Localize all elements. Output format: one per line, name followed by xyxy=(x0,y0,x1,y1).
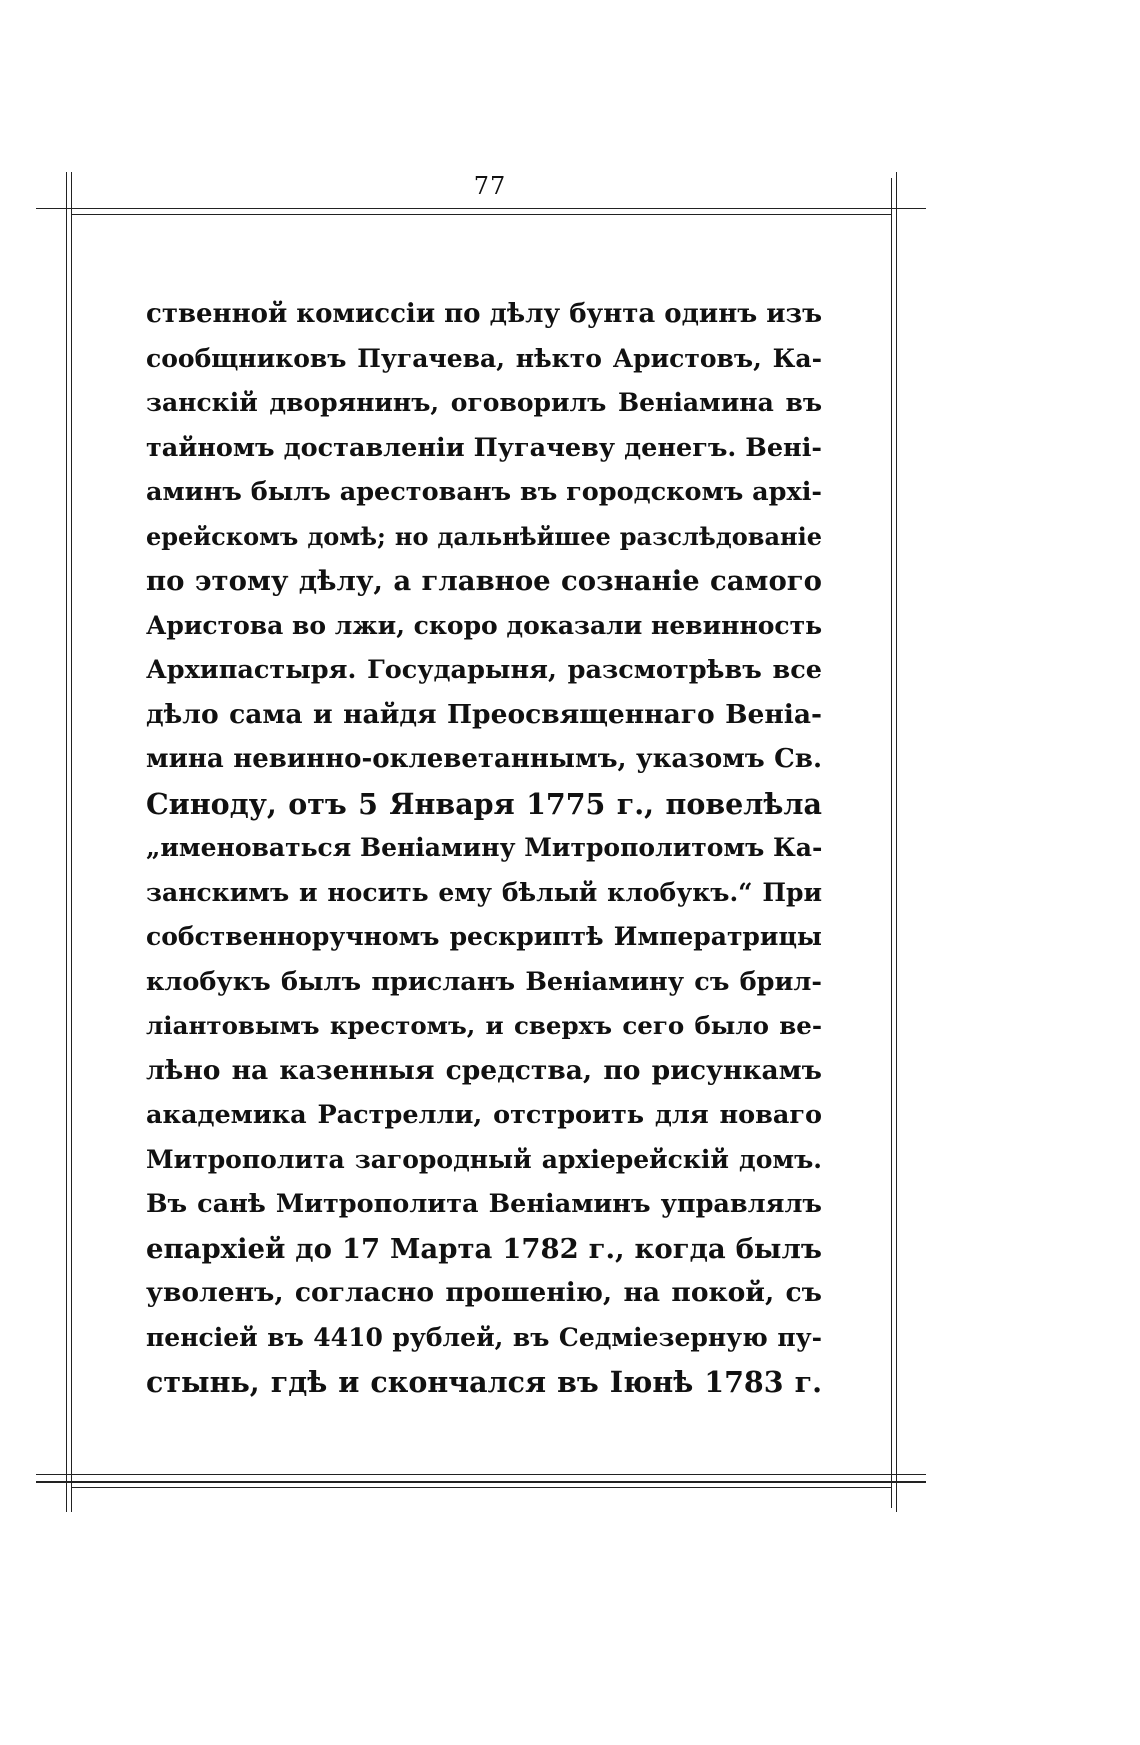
text-line: епархіей до 17 Марта 1782 г., когда былъ xyxy=(146,1232,822,1265)
text-line: стынь, гдѣ и скончался въ Іюнѣ 1783 г. xyxy=(146,1365,822,1399)
frame-left-inner-rule xyxy=(71,172,72,1512)
frame-bottom-rule xyxy=(36,1474,926,1475)
text-line: по этому дѣлу, а главное сознаніе самого xyxy=(146,565,822,597)
text-line: дѣло сама и найдя Преосвященнаго Веніа- xyxy=(146,698,822,730)
body-text xyxy=(146,292,822,1405)
text-line: Митрополита загородный архіерейскій домъ. xyxy=(146,1144,822,1174)
text-line: лѣно на казенныя средства, по рисункамъ xyxy=(146,1054,822,1086)
frame-top-inner-rule xyxy=(71,214,891,215)
text-line: клобукъ былъ присланъ Веніамину съ брил- xyxy=(146,966,822,997)
frame-bottom-thick-rule xyxy=(36,1481,926,1483)
frame-right-inner-rule xyxy=(891,178,892,1508)
text-line: Въ санѣ Митрополита Веніаминъ управлялъ xyxy=(146,1189,822,1219)
text-line: ерейскомъ домѣ; но дальнѣйшее разслѣдованіе xyxy=(146,521,822,551)
text-line: Архипастыря. Государыня, разсмотрѣвъ все xyxy=(146,655,822,685)
page-number: 77 xyxy=(473,172,507,200)
text-line: пенсіей въ 4410 рублей, въ Седміезерную пу- xyxy=(146,1322,822,1352)
text-line: ственной комиссіи по дѣлу бунта одинъ изъ xyxy=(146,299,822,329)
text-line: аминъ былъ арестованъ въ городскомъ архі- xyxy=(146,477,822,507)
text-line: тайномъ доставленіи Пугачеву денегъ. Вені- xyxy=(146,432,822,463)
text-line: Синоду, отъ 5 Января 1775 г., повелѣла xyxy=(146,786,822,821)
text-line: мина невинно-оклеветаннымъ, указомъ Св. xyxy=(146,744,822,774)
text-line: уволенъ, согласно прошенію, на покой, съ xyxy=(146,1277,822,1308)
text-line: собственноручномъ рескриптѣ Императрицы xyxy=(146,922,822,951)
text-line: занскимъ и носить ему бѣлый клобукъ.“ При xyxy=(146,877,822,907)
text-line: Аристова во лжи, скоро доказали невинность xyxy=(146,610,822,640)
text-line: ліантовымъ крестомъ, и сверхъ сего было ве- xyxy=(146,1011,822,1040)
frame-left-outer-rule xyxy=(66,172,67,1512)
text-line: сообщниковъ Пугачева, нѣкто Аристовъ, Ка- xyxy=(146,343,822,373)
text-line: академика Растрелли, отстроить для новаго xyxy=(146,1100,822,1130)
text-line: „именоваться Веніамину Митрополитомъ Ка- xyxy=(146,833,822,862)
frame-top-rule xyxy=(36,208,926,209)
frame-right-outer-rule xyxy=(896,172,897,1512)
frame-bottom-inner-rule xyxy=(71,1487,891,1488)
text-line: занскій дворянинъ, оговорилъ Веніамина въ xyxy=(146,388,822,417)
